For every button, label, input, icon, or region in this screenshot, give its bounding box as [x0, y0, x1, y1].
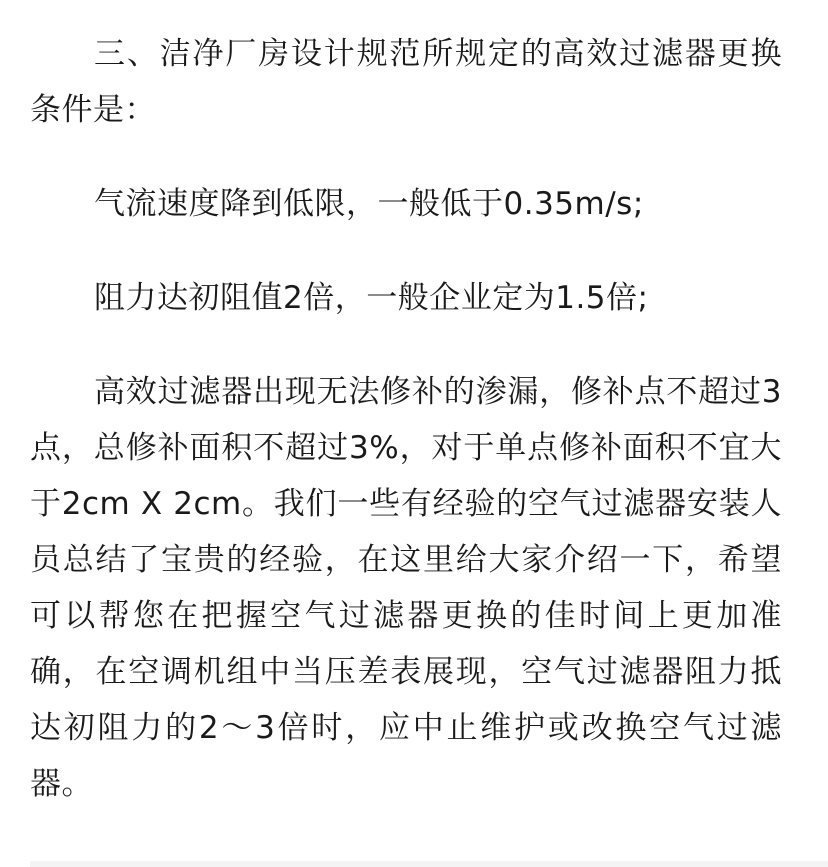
paragraph-airflow-speed: 气流速度降到低限，一般低于0.35m/s;	[94, 186, 644, 222]
bottom-divider	[30, 861, 828, 867]
paragraph-replacement-conditions: 三、洁净厂房设计规范所规定的高效过滤器更换条件是：	[30, 36, 782, 128]
paragraph-resistance: 阻力达初阻值2倍，一般企业定为1.5倍;	[94, 280, 649, 316]
paragraph-leakage-and-experience: 高效过滤器出现无法修补的渗漏，修补点不超过3点，总修补面积不超过3%，对于单点修补面积不宜大于2cm X 2cm。我们一些有经验的空气过滤器安装人员总结了宝贵的经验，在这里给大家介绍一下，希望可以帮您在把握空气过滤器更换的佳时间上更加准确，在空调机组中当压差表展现，空气过滤器阻力抵达初阻力的2～3倍时，应中止维护或改换空气过滤器。	[30, 374, 782, 802]
article-body	[30, 26, 782, 812]
